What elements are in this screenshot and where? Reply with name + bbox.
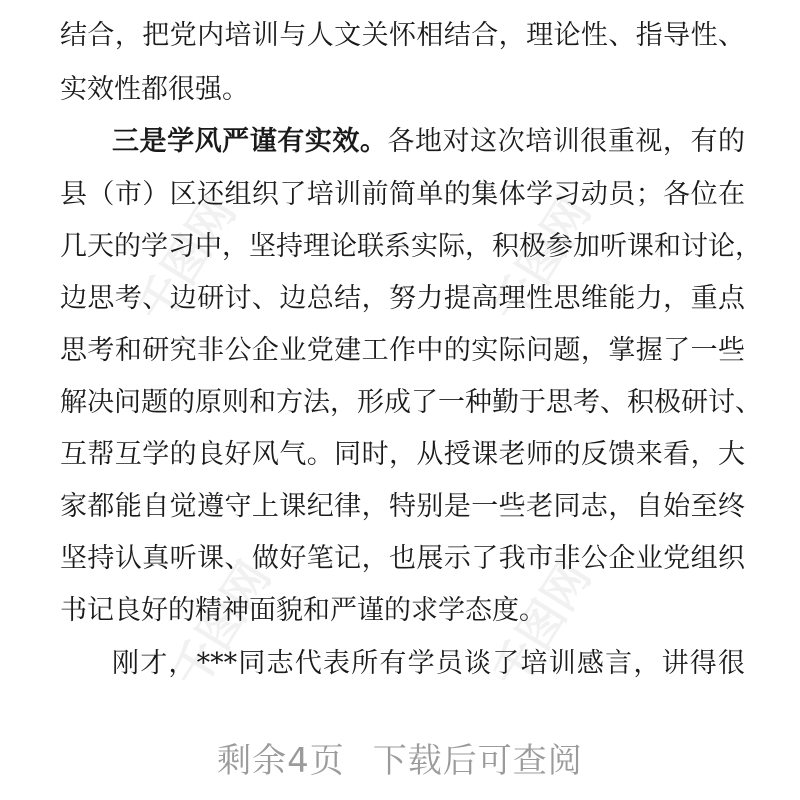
- paragraph-first-line: [112, 122, 745, 162]
- download-prompt[interactable]: [0, 733, 800, 783]
- watermark: 千图网: [127, 186, 247, 333]
- text-line: 解决问题的原则和方法，形成了一种勤于思考、积极研讨、: [60, 387, 762, 418]
- text-line: 互帮互学的良好风气。同时，从授课老师的反馈来看，大: [60, 439, 745, 470]
- text-line: 几天的学习中，坚持理论联系实际，积极参加听课和讨论，: [60, 231, 762, 262]
- text-line: 刚才，***同志代表所有学员谈了培训感言，讲得很: [112, 648, 745, 679]
- text-line: 书记良好的精神面貌和严谨的求学态度。: [60, 595, 546, 626]
- watermark: 千图网: [482, 551, 602, 698]
- download-to-view-label: 下载后可查阅: [372, 741, 583, 781]
- section-heading: 三是学风严谨有实效。: [112, 126, 388, 157]
- text-line: 边思考、边研讨、边总结，努力提高理性思维能力，重点: [60, 283, 745, 314]
- text-line: 坚持认真听课、做好笔记，也展示了我市非公企业党组织: [60, 543, 745, 574]
- watermark: 千图网: [162, 551, 282, 698]
- watermark: 千图网: [482, 186, 602, 333]
- text-line: 家都能自觉遵守上课纪律，特别是一些老同志，自始至终: [60, 491, 745, 522]
- text-line: 思考和研究非公企业党建工作中的实际问题，掌握了一些: [60, 335, 745, 366]
- text-line: 实效性都很强。: [60, 74, 249, 105]
- remaining-pages-label: 剩余4页: [217, 741, 345, 781]
- text-line: 各地对这次培训很重视，有的: [387, 126, 746, 157]
- text-line: 结合，把党内培训与人文关怀相结合，理论性、指导性、: [60, 20, 745, 51]
- text-line: 县（市）区还组织了培训前简单的集体学习动员；各位在: [60, 179, 745, 210]
